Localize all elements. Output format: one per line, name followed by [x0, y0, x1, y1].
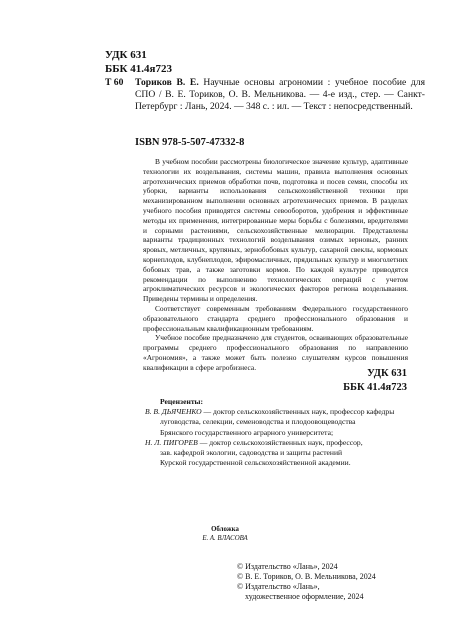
- reviewer-line: — доктор сельскохозяйственных наук, профессор кафедры: [201, 407, 395, 417]
- cover-designer: Е. А. ВЛАСОВА: [202, 534, 248, 542]
- reviewer: [145, 407, 425, 438]
- reviewer-line: — доктор сельскохозяйственных наук, профессор,: [197, 437, 363, 447]
- classification-header: [105, 48, 172, 76]
- catalog-description: [135, 77, 425, 114]
- catalog-text: Научные основы агрономии : учебное пособие для СПО / В. Е. Ториков, О. В. Мельникова. — 4-е изд., стер. — Санкт-Петербург : Лань, 2024. — 348 с. : ил. — Текст : непосредственный.: [135, 77, 425, 113]
- reviewer-name: В. В. ДЬЯЧЕНКО: [145, 407, 202, 417]
- udk-code: УДК 631: [367, 368, 407, 379]
- cover-credit: [0, 526, 450, 543]
- catalog-entry: [105, 77, 425, 114]
- bbk-code: ББК 41.4я723: [343, 382, 407, 393]
- copyright-line: художественное оформление, 2024: [245, 592, 364, 601]
- reviewers-title: Рецензенты:: [160, 397, 204, 406]
- author-mark: Т 60: [105, 77, 124, 88]
- bbk-code: ББК 41.4я723: [105, 63, 172, 75]
- udk-code: УДК 631: [105, 49, 147, 61]
- annotation-paragraph: В учебном пособии рассмотрены биологическое значение культур, адаптивные технологии их возделывания, системы машин, правила выполнения основных агротехнических приемов обработки почв, подготовка и посев семян, способы их уборки, варианты использования сельскохозяйственной техники при механизированном выполнении основных агротехнических приемов. В разделах учебного пособия приводятся системы севооборотов, удобрения и эффективные методы их применения, интегрированные меры борьбы с болезнями, вредителями и сорными растениями, сельскохозяйственные мелиорации. Представлены варианты традиционных технологий возделывания озимых зерновых, ранних яровых, метличных, крупяных, зернобобовых культур, сахарной свеклы, кормовых корнеплодов, клубнеплодов, эфиромасличных, прядильных культур и многолетних бобовых трав, а также заготовки кормов. По каждой культуре приводятся рекомендации по выполнению технологических операций с учетом агроклиматических ресурсов и экологических факторов региона возделывания. Приведены термины и определения.: [143, 157, 408, 304]
- annotation-paragraph: Соответствует современным требованиям Федерального государственного образовательного стандарта среднего профессионального образования и профессиональным квалификационным требованиям.: [143, 303, 408, 333]
- copyright-line: © Издательство «Лань»,: [237, 582, 320, 591]
- reviewer-line: луговодства, селекции, семеноводства и плодоовощеводства: [160, 417, 356, 427]
- reviewer: [145, 438, 425, 469]
- copyright-block: [237, 562, 376, 602]
- catalog-author: Ториков В. Е.: [135, 77, 199, 88]
- reviewer-line: Курской государственной сельскохозяйственной академии.: [160, 458, 351, 468]
- annotation: [143, 157, 408, 373]
- classification-repeat: [343, 367, 407, 395]
- copyright-line: © Издательство «Лань», 2024: [237, 562, 338, 571]
- reviewers-block: [145, 397, 425, 468]
- cover-label: Обложка: [211, 526, 239, 533]
- reviewer-line: Брянского государственного аграрного университета;: [160, 427, 334, 437]
- reviewer-line: зав. кафедрой экологии, садоводства и защиты растений: [160, 448, 343, 458]
- copyright-line: © В. Е. Ториков, О. В. Мельникова, 2024: [237, 572, 376, 581]
- annotation-paragraph: Учебное пособие предназначено для студентов, осваивающих образовательные программы среднего профессионального образования по направлению «Агрономия», а также может быть полезно слушателям курсов повышения квалификации в сфере агробизнеса.: [143, 333, 408, 372]
- isbn: ISBN 978-5-507-47332-8: [135, 137, 245, 148]
- reviewer-name: Н. Л. ПИГОРЕВ: [145, 437, 198, 447]
